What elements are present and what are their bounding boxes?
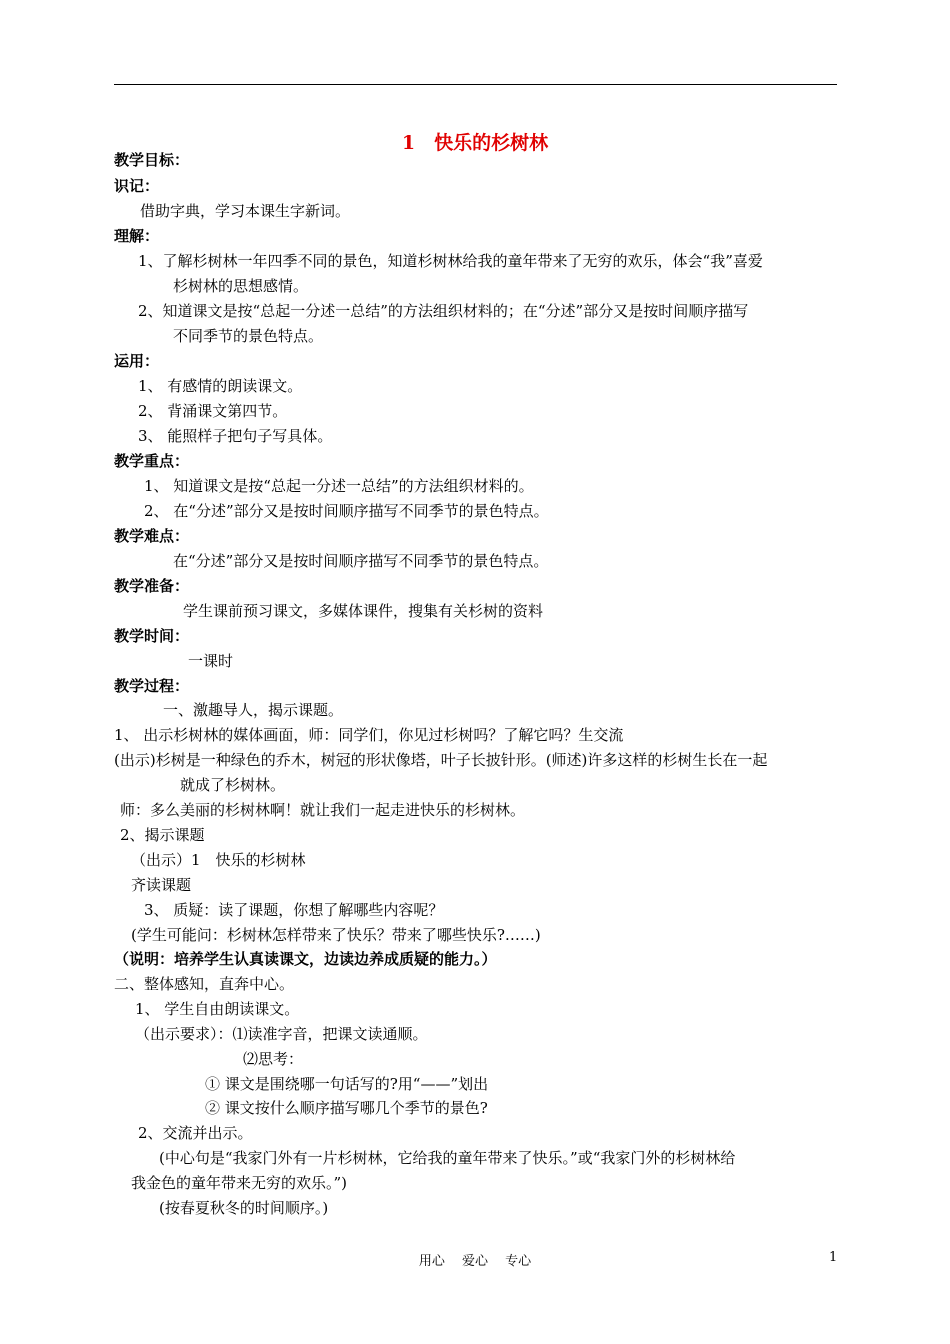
header-rule bbox=[114, 84, 837, 85]
text-line: （出示要求）：⑴读准字音，把课文读通顺。 bbox=[135, 1025, 428, 1043]
text-line: 3、 质疑：读了课题，你想了解哪些内容呢？ bbox=[144, 901, 444, 919]
text-line: 在“分述”部分又是按时间顺序描写不同季节的景色特点。 bbox=[173, 552, 549, 570]
heading-process: 教学过程： bbox=[114, 677, 190, 695]
text-line: ② 课文按什么顺序描写哪几个季节的景色? bbox=[205, 1099, 488, 1117]
text-line: (按春夏秋冬的时间顺序。) bbox=[159, 1199, 329, 1217]
section-heading: 二、整体感知，直奔中心。 bbox=[114, 975, 295, 993]
text-line: ① 课文是围绕哪一句话写的?用“——”划出 bbox=[205, 1075, 489, 1093]
heading-key-points: 教学重点： bbox=[114, 452, 190, 470]
text-line: 2、交流并出示。 bbox=[138, 1124, 253, 1142]
text-line: 2、揭示课题 bbox=[120, 826, 205, 844]
text-line: 1、 出示杉树林的媒体画面，师：同学们，你见过杉树吗？了解它吗？生交流 bbox=[114, 726, 624, 744]
page-footer: 用心 爱心 专心 bbox=[418, 1254, 532, 1269]
text-line: 我金色的童年带来无穷的欢乐。”) bbox=[131, 1174, 348, 1192]
heading-understand: 理解： bbox=[114, 227, 160, 245]
text-line: 2、 背涌课文第四节。 bbox=[138, 402, 288, 420]
text-line: 齐读课题 bbox=[131, 876, 192, 894]
text-line: 1、 有感情的朗读课文。 bbox=[138, 377, 303, 395]
heading-preparation: 教学准备： bbox=[114, 577, 190, 595]
text-line: 2、知道课文是按“总起一分述一总结”的方法组织材料的；在“分述”部分又是按时间顺序描写 bbox=[138, 302, 749, 320]
text-line: （出示）1 快乐的杉树林 bbox=[131, 851, 306, 869]
page-number: 1 bbox=[829, 1250, 838, 1265]
text-line: 就成了杉树林。 bbox=[180, 776, 286, 794]
text-line: 1、了解杉树林一年四季不同的景色，知道杉树林给我的童年带来了无穷的欢乐，体会“我”喜爱 bbox=[138, 252, 763, 270]
text-line: 学生课前预习课文，多媒体课件，搜集有关杉树的资料 bbox=[183, 602, 544, 620]
text-line: ⑵思考： bbox=[243, 1050, 304, 1068]
heading-teaching-goals: 教学目标： bbox=[114, 151, 190, 169]
text-line: 1、 学生自由朗读课文。 bbox=[135, 1000, 300, 1018]
heading-memorize: 识记： bbox=[114, 177, 160, 195]
text-line: 杉树林的思想感情。 bbox=[173, 277, 309, 295]
text-line: 师：多么美丽的杉树林啊！就让我们一起走进快乐的杉树林。 bbox=[120, 801, 526, 819]
text-line: 2、 在“分述”部分又是按时间顺序描写不同季节的景色特点。 bbox=[144, 502, 549, 520]
text-line: 不同季节的景色特点。 bbox=[173, 327, 324, 345]
text-line: 一、激趣导人，揭示课题。 bbox=[163, 701, 344, 719]
text-line: 3、 能照样子把句子写具体。 bbox=[138, 427, 333, 445]
heading-time: 教学时间： bbox=[114, 627, 190, 645]
text-line: (中心句是“我家门外有一片杉树林，它给我的童年带来了快乐。”或“我家门外的杉树林给 bbox=[159, 1149, 736, 1167]
text-line: 借助字典，学习本课生字新词。 bbox=[140, 202, 351, 220]
text-line: (学生可能问：杉树林怎样带来了快乐？带来了哪些快乐?……) bbox=[131, 926, 541, 944]
text-line: 一课时 bbox=[188, 652, 234, 670]
note-line: （说明：培养学生认真读课文，边读边养成质疑的能力。） bbox=[114, 950, 497, 968]
heading-apply: 运用： bbox=[114, 352, 160, 370]
text-line: (出示)杉树是一种绿色的乔木，树冠的形状像塔，叶子长披针形。(师述)许多这样的杉树生长在一起 bbox=[114, 751, 768, 769]
page-title: 1 快乐的杉树林 bbox=[401, 132, 549, 154]
heading-difficulties: 教学难点： bbox=[114, 527, 190, 545]
text-line: 1、 知道课文是按“总起一分述一总结”的方法组织材料的。 bbox=[144, 477, 534, 495]
